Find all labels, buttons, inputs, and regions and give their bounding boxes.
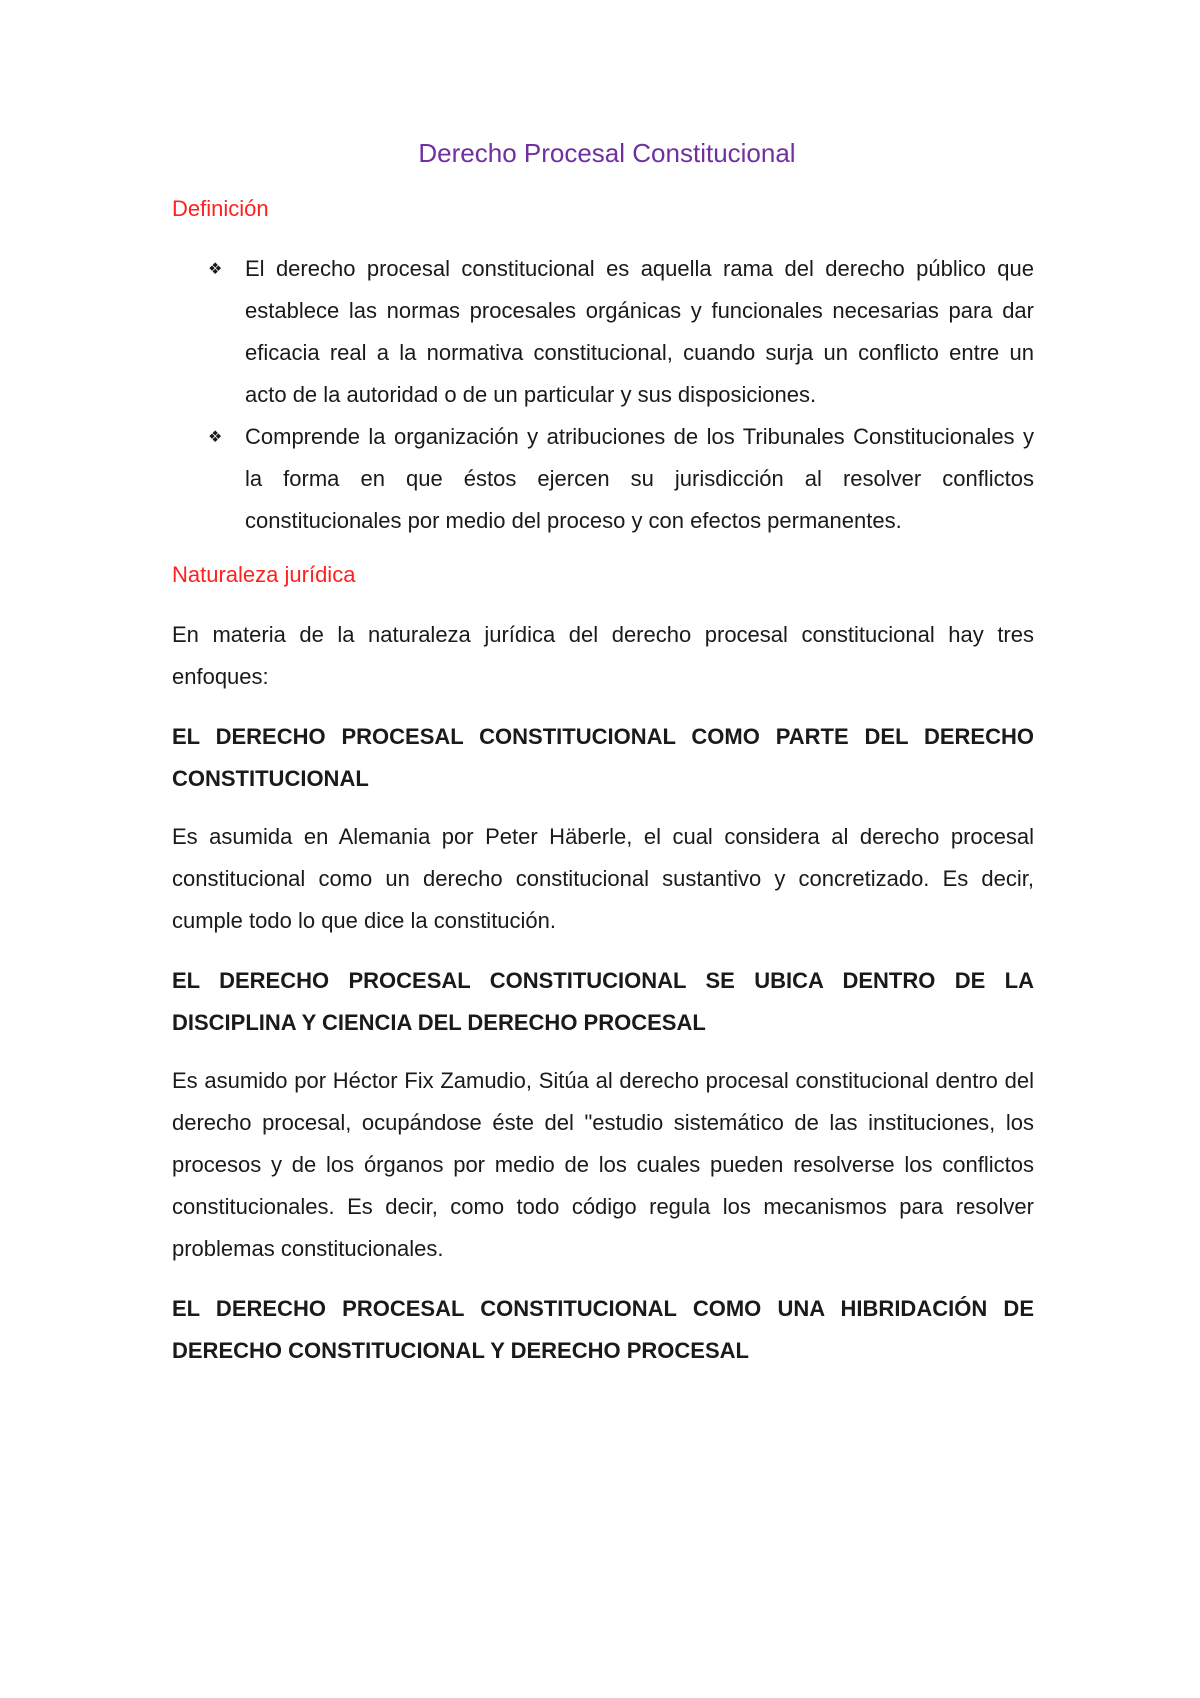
section-heading-naturaleza: Naturaleza jurídica bbox=[172, 562, 356, 587]
enfoque-heading: EL DERECHO PROCESAL CONSTITUCIONAL COMO PARTE DEL DERECHO CONSTITUCIONAL bbox=[172, 724, 1034, 791]
definition-bullet-item bbox=[172, 248, 1034, 416]
enfoque-paragraph: Es asumida en Alemania por Peter Häberle, el cual considera al derecho procesal constitucional como un derecho constitucional sustantivo y concretizado. Es decir, cumple todo lo que dice la constitución. bbox=[172, 824, 1034, 933]
enfoque-paragraph: Es asumido por Héctor Fix Zamudio, Sitúa al derecho procesal constitucional dentro del derecho procesal, ocupándose éste del "estudio sistemático de las instituciones, los procesos y de los órganos por medio de los cuales pueden resolverse los conflictos constitucionales. Es decir, como todo código regula los mecanismos para resolver problemas constitucionales. bbox=[172, 1068, 1034, 1261]
section-heading-definicion: Definición bbox=[172, 196, 269, 221]
diamond-bullet-icon: ❖ bbox=[208, 427, 223, 446]
enfoque-heading: EL DERECHO PROCESAL CONSTITUCIONAL SE UBICA DENTRO DE LA DISCIPLINA Y CIENCIA DEL DERECHO PROCESAL bbox=[172, 968, 1034, 1035]
document-page bbox=[172, 136, 1034, 1388]
definition-bullet-item bbox=[172, 416, 1034, 542]
diamond-bullet-icon: ❖ bbox=[208, 259, 223, 278]
definition-bullet-text: Comprende la organización y atribuciones de los Tribunales Constitucionales y la forma en que éstos ejercen su jurisdicción al resolver conflictos constitucionales por medio del proceso y con efectos permanentes. bbox=[245, 424, 1034, 533]
enfoque-heading: EL DERECHO PROCESAL CONSTITUCIONAL COMO UNA HIBRIDACIÓN DE DERECHO CONSTITUCIONAL Y DERECHO PROCESAL bbox=[172, 1296, 1034, 1363]
naturaleza-intro-paragraph: En materia de la naturaleza jurídica del derecho procesal constitucional hay tres enfoques: bbox=[172, 622, 1034, 689]
definition-bullet-list bbox=[172, 248, 1034, 542]
document-title: Derecho Procesal Constitucional bbox=[418, 138, 796, 168]
definition-bullet-text: El derecho procesal constitucional es aquella rama del derecho público que establece las normas procesales orgánicas y funcionales necesarias para dar eficacia real a la normativa constitucional, cuando surja un conflicto entre un acto de la autoridad o de un particular y sus disposiciones. bbox=[245, 256, 1034, 407]
